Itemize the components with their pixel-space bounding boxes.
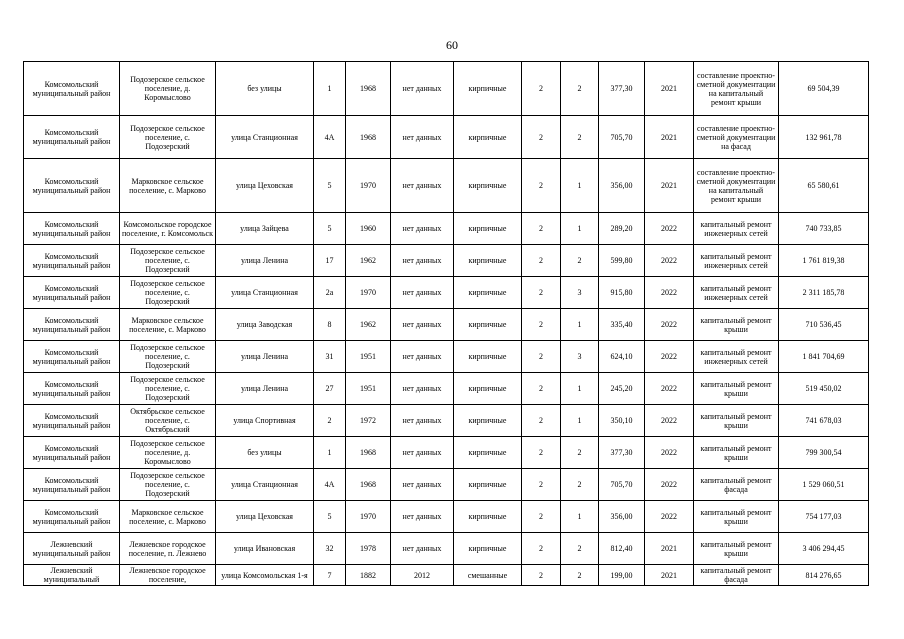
cell-build-year: 1882 (346, 565, 391, 586)
cell-overhaul-year: нет данных (391, 341, 454, 373)
cell-work-type: капитальный ремонт инженерных сетей (694, 341, 779, 373)
cell-area: 705,70 (599, 116, 645, 159)
cell-plan-year: 2021 (645, 116, 694, 159)
cell-area: 599,80 (599, 245, 645, 277)
cell-area: 377,30 (599, 437, 645, 469)
cell-floors: 2 (522, 373, 561, 405)
cell-house-number: 7 (314, 565, 346, 586)
cell-work-type: капитальный ремонт инженерных сетей (694, 245, 779, 277)
cell-house-number: 1 (314, 62, 346, 116)
cell-cost: 1 529 060,51 (779, 469, 869, 501)
cell-cost: 1 841 704,69 (779, 341, 869, 373)
cell-work-type: составление проектно-сметной документации на капитальный ремонт крыши (694, 62, 779, 116)
cell-settlement: Марковское сельское поселение, с. Марково (120, 159, 216, 213)
cell-work-type: капитальный ремонт крыши (694, 501, 779, 533)
table-row (24, 437, 869, 469)
cell-build-year: 1951 (346, 373, 391, 405)
cell-build-year: 1970 (346, 159, 391, 213)
cell-district: Лежневский муниципальный (24, 565, 120, 586)
cell-district: Лежневский муниципальный район (24, 533, 120, 565)
cell-district: Комсомольский муниципальный район (24, 213, 120, 245)
cell-wall-material: кирпичные (454, 373, 522, 405)
cell-entrances: 2 (561, 437, 599, 469)
cell-overhaul-year: нет данных (391, 277, 454, 309)
cell-work-type: составление проектно-сметной документации на фасад (694, 116, 779, 159)
cell-plan-year: 2021 (645, 533, 694, 565)
cell-street: улица Комсомольская 1-я (216, 565, 314, 586)
cell-build-year: 1960 (346, 213, 391, 245)
cell-house-number: 4А (314, 116, 346, 159)
cell-entrances: 1 (561, 501, 599, 533)
cell-house-number: 31 (314, 341, 346, 373)
cell-build-year: 1968 (346, 437, 391, 469)
cell-area: 245,20 (599, 373, 645, 405)
table-row (24, 213, 869, 245)
cell-wall-material: кирпичные (454, 245, 522, 277)
cell-district: Комсомольский муниципальный район (24, 405, 120, 437)
cell-settlement: Подозерское сельское поселение, с. Подозерский (120, 469, 216, 501)
cell-street: улица Станционная (216, 116, 314, 159)
cell-cost: 3 406 294,45 (779, 533, 869, 565)
cell-house-number: 2 (314, 405, 346, 437)
cell-floors: 2 (522, 116, 561, 159)
cell-street: без улицы (216, 437, 314, 469)
cell-settlement: Марковское сельское поселение, с. Марково (120, 309, 216, 341)
table-row (24, 373, 869, 405)
table-row (24, 116, 869, 159)
cell-district: Комсомольский муниципальный район (24, 116, 120, 159)
cell-wall-material: кирпичные (454, 341, 522, 373)
cell-work-type: капитальный ремонт крыши (694, 405, 779, 437)
cell-work-type: капитальный ремонт крыши (694, 533, 779, 565)
cell-build-year: 1968 (346, 116, 391, 159)
cell-work-type: капитальный ремонт фасада (694, 565, 779, 586)
cell-area: 356,00 (599, 501, 645, 533)
cell-work-type: капитальный ремонт крыши (694, 373, 779, 405)
cell-district: Комсомольский муниципальный район (24, 309, 120, 341)
cell-street: улица Ивановская (216, 533, 314, 565)
cell-build-year: 1970 (346, 501, 391, 533)
cell-house-number: 5 (314, 159, 346, 213)
table-row (24, 309, 869, 341)
cell-cost: 754 177,03 (779, 501, 869, 533)
cell-street: без улицы (216, 62, 314, 116)
cell-entrances: 1 (561, 213, 599, 245)
cell-build-year: 1972 (346, 405, 391, 437)
cell-plan-year: 2022 (645, 277, 694, 309)
cell-house-number: 2а (314, 277, 346, 309)
cell-area: 377,30 (599, 62, 645, 116)
cell-wall-material: кирпичные (454, 501, 522, 533)
cell-area: 356,00 (599, 159, 645, 213)
table-row (24, 277, 869, 309)
cell-entrances: 1 (561, 159, 599, 213)
cell-floors: 2 (522, 159, 561, 213)
cell-floors: 2 (522, 437, 561, 469)
cell-build-year: 1962 (346, 309, 391, 341)
cell-wall-material: кирпичные (454, 437, 522, 469)
cell-cost: 710 536,45 (779, 309, 869, 341)
cell-build-year: 1968 (346, 62, 391, 116)
cell-area: 350,10 (599, 405, 645, 437)
cell-overhaul-year: нет данных (391, 245, 454, 277)
cell-build-year: 1970 (346, 277, 391, 309)
cell-plan-year: 2022 (645, 405, 694, 437)
cell-build-year: 1978 (346, 533, 391, 565)
table-row (24, 533, 869, 565)
cell-work-type: капитальный ремонт крыши (694, 309, 779, 341)
cell-area: 915,80 (599, 277, 645, 309)
cell-house-number: 5 (314, 213, 346, 245)
cell-entrances: 2 (561, 469, 599, 501)
cell-street: улица Ленина (216, 245, 314, 277)
cell-work-type: капитальный ремонт фасада (694, 469, 779, 501)
cell-wall-material: кирпичные (454, 309, 522, 341)
cell-district: Комсомольский муниципальный район (24, 437, 120, 469)
cell-entrances: 1 (561, 309, 599, 341)
cell-street: улица Станционная (216, 277, 314, 309)
cell-street: улица Заводская (216, 309, 314, 341)
cell-work-type: капитальный ремонт инженерных сетей (694, 213, 779, 245)
cell-entrances: 3 (561, 341, 599, 373)
cell-settlement: Марковское сельское поселение, с. Марково (120, 501, 216, 533)
cell-plan-year: 2022 (645, 309, 694, 341)
cell-cost: 69 504,39 (779, 62, 869, 116)
cell-cost: 519 450,02 (779, 373, 869, 405)
cell-floors: 2 (522, 309, 561, 341)
cell-entrances: 2 (561, 245, 599, 277)
cell-cost: 1 761 819,38 (779, 245, 869, 277)
cell-settlement: Подозерское сельское поселение, с. Подозерский (120, 245, 216, 277)
table-row (24, 469, 869, 501)
cell-overhaul-year: нет данных (391, 469, 454, 501)
cell-plan-year: 2022 (645, 373, 694, 405)
cell-entrances: 2 (561, 62, 599, 116)
cell-cost: 814 276,65 (779, 565, 869, 586)
cell-house-number: 17 (314, 245, 346, 277)
cell-work-type: составление проектно-сметной документации на капитальный ремонт крыши (694, 159, 779, 213)
cell-plan-year: 2022 (645, 501, 694, 533)
cell-floors: 2 (522, 405, 561, 437)
cell-entrances: 1 (561, 405, 599, 437)
cell-floors: 2 (522, 245, 561, 277)
cell-wall-material: смешанные (454, 565, 522, 586)
cell-district: Комсомольский муниципальный район (24, 341, 120, 373)
cell-plan-year: 2021 (645, 565, 694, 586)
cell-overhaul-year: нет данных (391, 405, 454, 437)
cell-area: 335,40 (599, 309, 645, 341)
cell-work-type: капитальный ремонт крыши (694, 437, 779, 469)
cell-plan-year: 2021 (645, 62, 694, 116)
cell-cost: 741 678,03 (779, 405, 869, 437)
cell-settlement: Подозерское сельское поселение, с. Подозерский (120, 341, 216, 373)
cell-street: улица Цеховская (216, 159, 314, 213)
cell-build-year: 1968 (346, 469, 391, 501)
cell-work-type: капитальный ремонт инженерных сетей (694, 277, 779, 309)
cell-district: Комсомольский муниципальный район (24, 469, 120, 501)
cell-settlement: Комсомольское городское поселение, г. Комсомольск (120, 213, 216, 245)
cell-wall-material: кирпичные (454, 533, 522, 565)
cell-floors: 2 (522, 501, 561, 533)
cell-wall-material: кирпичные (454, 213, 522, 245)
housing-repair-table (23, 61, 869, 586)
cell-house-number: 1 (314, 437, 346, 469)
cell-overhaul-year: нет данных (391, 501, 454, 533)
cell-street: улица Ленина (216, 341, 314, 373)
cell-plan-year: 2022 (645, 245, 694, 277)
cell-cost: 799 300,54 (779, 437, 869, 469)
table-row (24, 565, 869, 586)
cell-district: Комсомольский муниципальный район (24, 373, 120, 405)
cell-district: Комсомольский муниципальный район (24, 245, 120, 277)
cell-wall-material: кирпичные (454, 277, 522, 309)
cell-area: 199,00 (599, 565, 645, 586)
cell-area: 289,20 (599, 213, 645, 245)
cell-wall-material: кирпичные (454, 469, 522, 501)
cell-floors: 2 (522, 277, 561, 309)
cell-floors: 2 (522, 565, 561, 586)
cell-plan-year: 2022 (645, 341, 694, 373)
cell-settlement: Лежневское городское поселение, (120, 565, 216, 586)
cell-street: улица Спортивная (216, 405, 314, 437)
table-row (24, 62, 869, 116)
cell-floors: 2 (522, 62, 561, 116)
cell-house-number: 4А (314, 469, 346, 501)
cell-house-number: 32 (314, 533, 346, 565)
cell-settlement: Подозерское сельское поселение, д. Коромыслово (120, 62, 216, 116)
cell-house-number: 5 (314, 501, 346, 533)
cell-plan-year: 2022 (645, 437, 694, 469)
table-row (24, 405, 869, 437)
cell-overhaul-year: нет данных (391, 159, 454, 213)
cell-district: Комсомольский муниципальный район (24, 501, 120, 533)
cell-house-number: 8 (314, 309, 346, 341)
cell-entrances: 2 (561, 533, 599, 565)
cell-floors: 2 (522, 213, 561, 245)
cell-settlement: Подозерское сельское поселение, с. Подозерский (120, 373, 216, 405)
cell-street: улица Станционная (216, 469, 314, 501)
cell-build-year: 1962 (346, 245, 391, 277)
cell-cost: 132 961,78 (779, 116, 869, 159)
cell-wall-material: кирпичные (454, 405, 522, 437)
cell-settlement: Подозерское сельское поселение, д. Коромыслово (120, 437, 216, 469)
cell-overhaul-year: нет данных (391, 213, 454, 245)
cell-floors: 2 (522, 341, 561, 373)
cell-house-number: 27 (314, 373, 346, 405)
cell-overhaul-year: 2012 (391, 565, 454, 586)
cell-entrances: 3 (561, 277, 599, 309)
cell-build-year: 1951 (346, 341, 391, 373)
table-row (24, 159, 869, 213)
cell-overhaul-year: нет данных (391, 309, 454, 341)
cell-settlement: Подозерское сельское поселение, с. Подозерский (120, 116, 216, 159)
cell-plan-year: 2022 (645, 213, 694, 245)
cell-overhaul-year: нет данных (391, 373, 454, 405)
cell-wall-material: кирпичные (454, 159, 522, 213)
cell-cost: 65 580,61 (779, 159, 869, 213)
cell-street: улица Цеховская (216, 501, 314, 533)
cell-wall-material: кирпичные (454, 62, 522, 116)
cell-area: 812,40 (599, 533, 645, 565)
cell-wall-material: кирпичные (454, 116, 522, 159)
page-number: 60 (446, 38, 458, 52)
cell-settlement: Лежневское городское поселение, п. Лежнево (120, 533, 216, 565)
cell-entrances: 1 (561, 373, 599, 405)
cell-floors: 2 (522, 533, 561, 565)
table-row (24, 245, 869, 277)
cell-plan-year: 2021 (645, 159, 694, 213)
cell-overhaul-year: нет данных (391, 437, 454, 469)
cell-settlement: Октябрьское сельское поселение, с. Октябрьский (120, 405, 216, 437)
cell-overhaul-year: нет данных (391, 116, 454, 159)
cell-street: улица Ленина (216, 373, 314, 405)
cell-street: улица Зайцева (216, 213, 314, 245)
cell-plan-year: 2022 (645, 469, 694, 501)
cell-district: Комсомольский муниципальный район (24, 277, 120, 309)
cell-overhaul-year: нет данных (391, 62, 454, 116)
cell-cost: 740 733,85 (779, 213, 869, 245)
cell-cost: 2 311 185,78 (779, 277, 869, 309)
cell-floors: 2 (522, 469, 561, 501)
cell-area: 624,10 (599, 341, 645, 373)
cell-entrances: 2 (561, 565, 599, 586)
cell-entrances: 2 (561, 116, 599, 159)
cell-area: 705,70 (599, 469, 645, 501)
cell-overhaul-year: нет данных (391, 533, 454, 565)
cell-district: Комсомольский муниципальный район (24, 62, 120, 116)
cell-settlement: Подозерское сельское поселение, с. Подозерский (120, 277, 216, 309)
table-row (24, 341, 869, 373)
cell-district: Комсомольский муниципальный район (24, 159, 120, 213)
table-row (24, 501, 869, 533)
